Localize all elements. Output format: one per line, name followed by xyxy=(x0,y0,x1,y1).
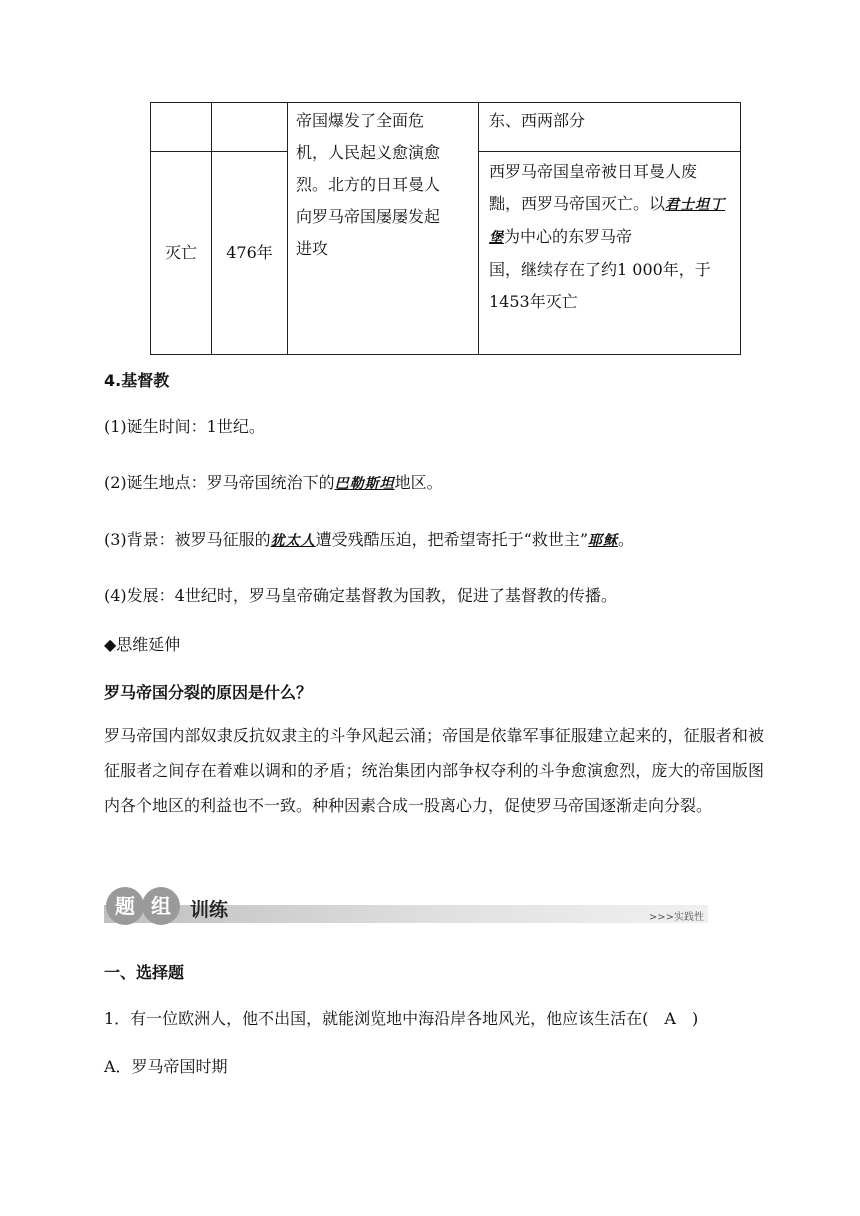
banner-char: 组 xyxy=(142,887,180,925)
cell-line: 黜，西罗马帝国灭亡。以君士坦丁堡为中心的东罗马帝 xyxy=(489,194,726,246)
cell-line: 帝国爆发了全面危 xyxy=(296,111,425,130)
cell-line: 向罗马帝国屡屡发起 xyxy=(296,207,441,226)
item-background: (3)背景：被罗马征服的犹太人遭受残酷压迫，把希望寄托于“救世主”耶稣。 xyxy=(104,530,635,549)
table-cell-fall xyxy=(479,152,741,355)
item-birth-place: (2)诞生地点：罗马帝国统治下的巴勒斯坦地区。 xyxy=(104,473,443,492)
answer-jesus: 耶稣 xyxy=(588,533,619,549)
answer-palestine: 巴勒斯坦 xyxy=(334,476,395,492)
table-cell-empty xyxy=(212,103,288,152)
banner-char: 题 xyxy=(106,887,144,925)
table-row xyxy=(151,103,741,152)
extension-label: ◆思维延伸 xyxy=(104,635,181,654)
table-cell-year: 476年 xyxy=(212,152,288,355)
table-cell-stage: 灭亡 xyxy=(151,152,212,355)
extension-question: 罗马帝国分裂的原因是什么？ xyxy=(104,683,313,702)
banner-title: 训练 xyxy=(190,899,229,921)
cell-line: 1453年灭亡 xyxy=(489,292,578,311)
cell-line: 进攻 xyxy=(296,239,329,258)
answer-jews: 犹太人 xyxy=(270,533,316,549)
question-1-option-a: A．罗马帝国时期 xyxy=(104,1057,228,1076)
cell-line: 机，人民起义愈演愈 xyxy=(296,143,441,162)
cell-line: 烈。北方的日耳曼人 xyxy=(296,175,441,194)
banner-tag: >>>实践性 xyxy=(648,912,704,923)
table-cell-division: 东、西两部分 xyxy=(479,103,741,152)
table-cell-crisis xyxy=(288,103,479,355)
item-birth-time: (1)诞生时间：1世纪。 xyxy=(104,417,265,436)
item-development: (4)发展：4世纪时，罗马皇帝确定基督教为国教，促进了基督教的传播。 xyxy=(104,586,617,605)
answer-constantinople: 君士坦丁堡 xyxy=(489,197,726,246)
exercise-banner xyxy=(104,885,708,925)
history-table xyxy=(150,102,741,355)
exercise-heading: 一、选择题 xyxy=(104,963,185,982)
section-heading: 4.基督教 xyxy=(104,371,170,390)
question-1: 1．有一位欧洲人，他不出国，就能浏览地中海沿岸各地风光，他应该生活在( A ) xyxy=(104,1009,699,1028)
cell-line: 国，继续存在了约1 000年，于 xyxy=(489,260,711,279)
extension-answer: 罗马帝国内部奴隶反抗奴隶主的斗争风起云涌；帝国是依靠军事征服建立起来的，征服者和被征服者之间存在着难以调和的矛盾；统治集团内部争权夺利的斗争愈演愈烈，庞大的帝国版图内各个地区的利益也不一致。种种因素合成一股离心力，促使罗马帝国逐渐走向分裂。 xyxy=(104,726,764,815)
table-cell-empty xyxy=(151,103,212,152)
cell-line: 西罗马帝国皇帝被日耳曼人废 xyxy=(489,162,698,181)
